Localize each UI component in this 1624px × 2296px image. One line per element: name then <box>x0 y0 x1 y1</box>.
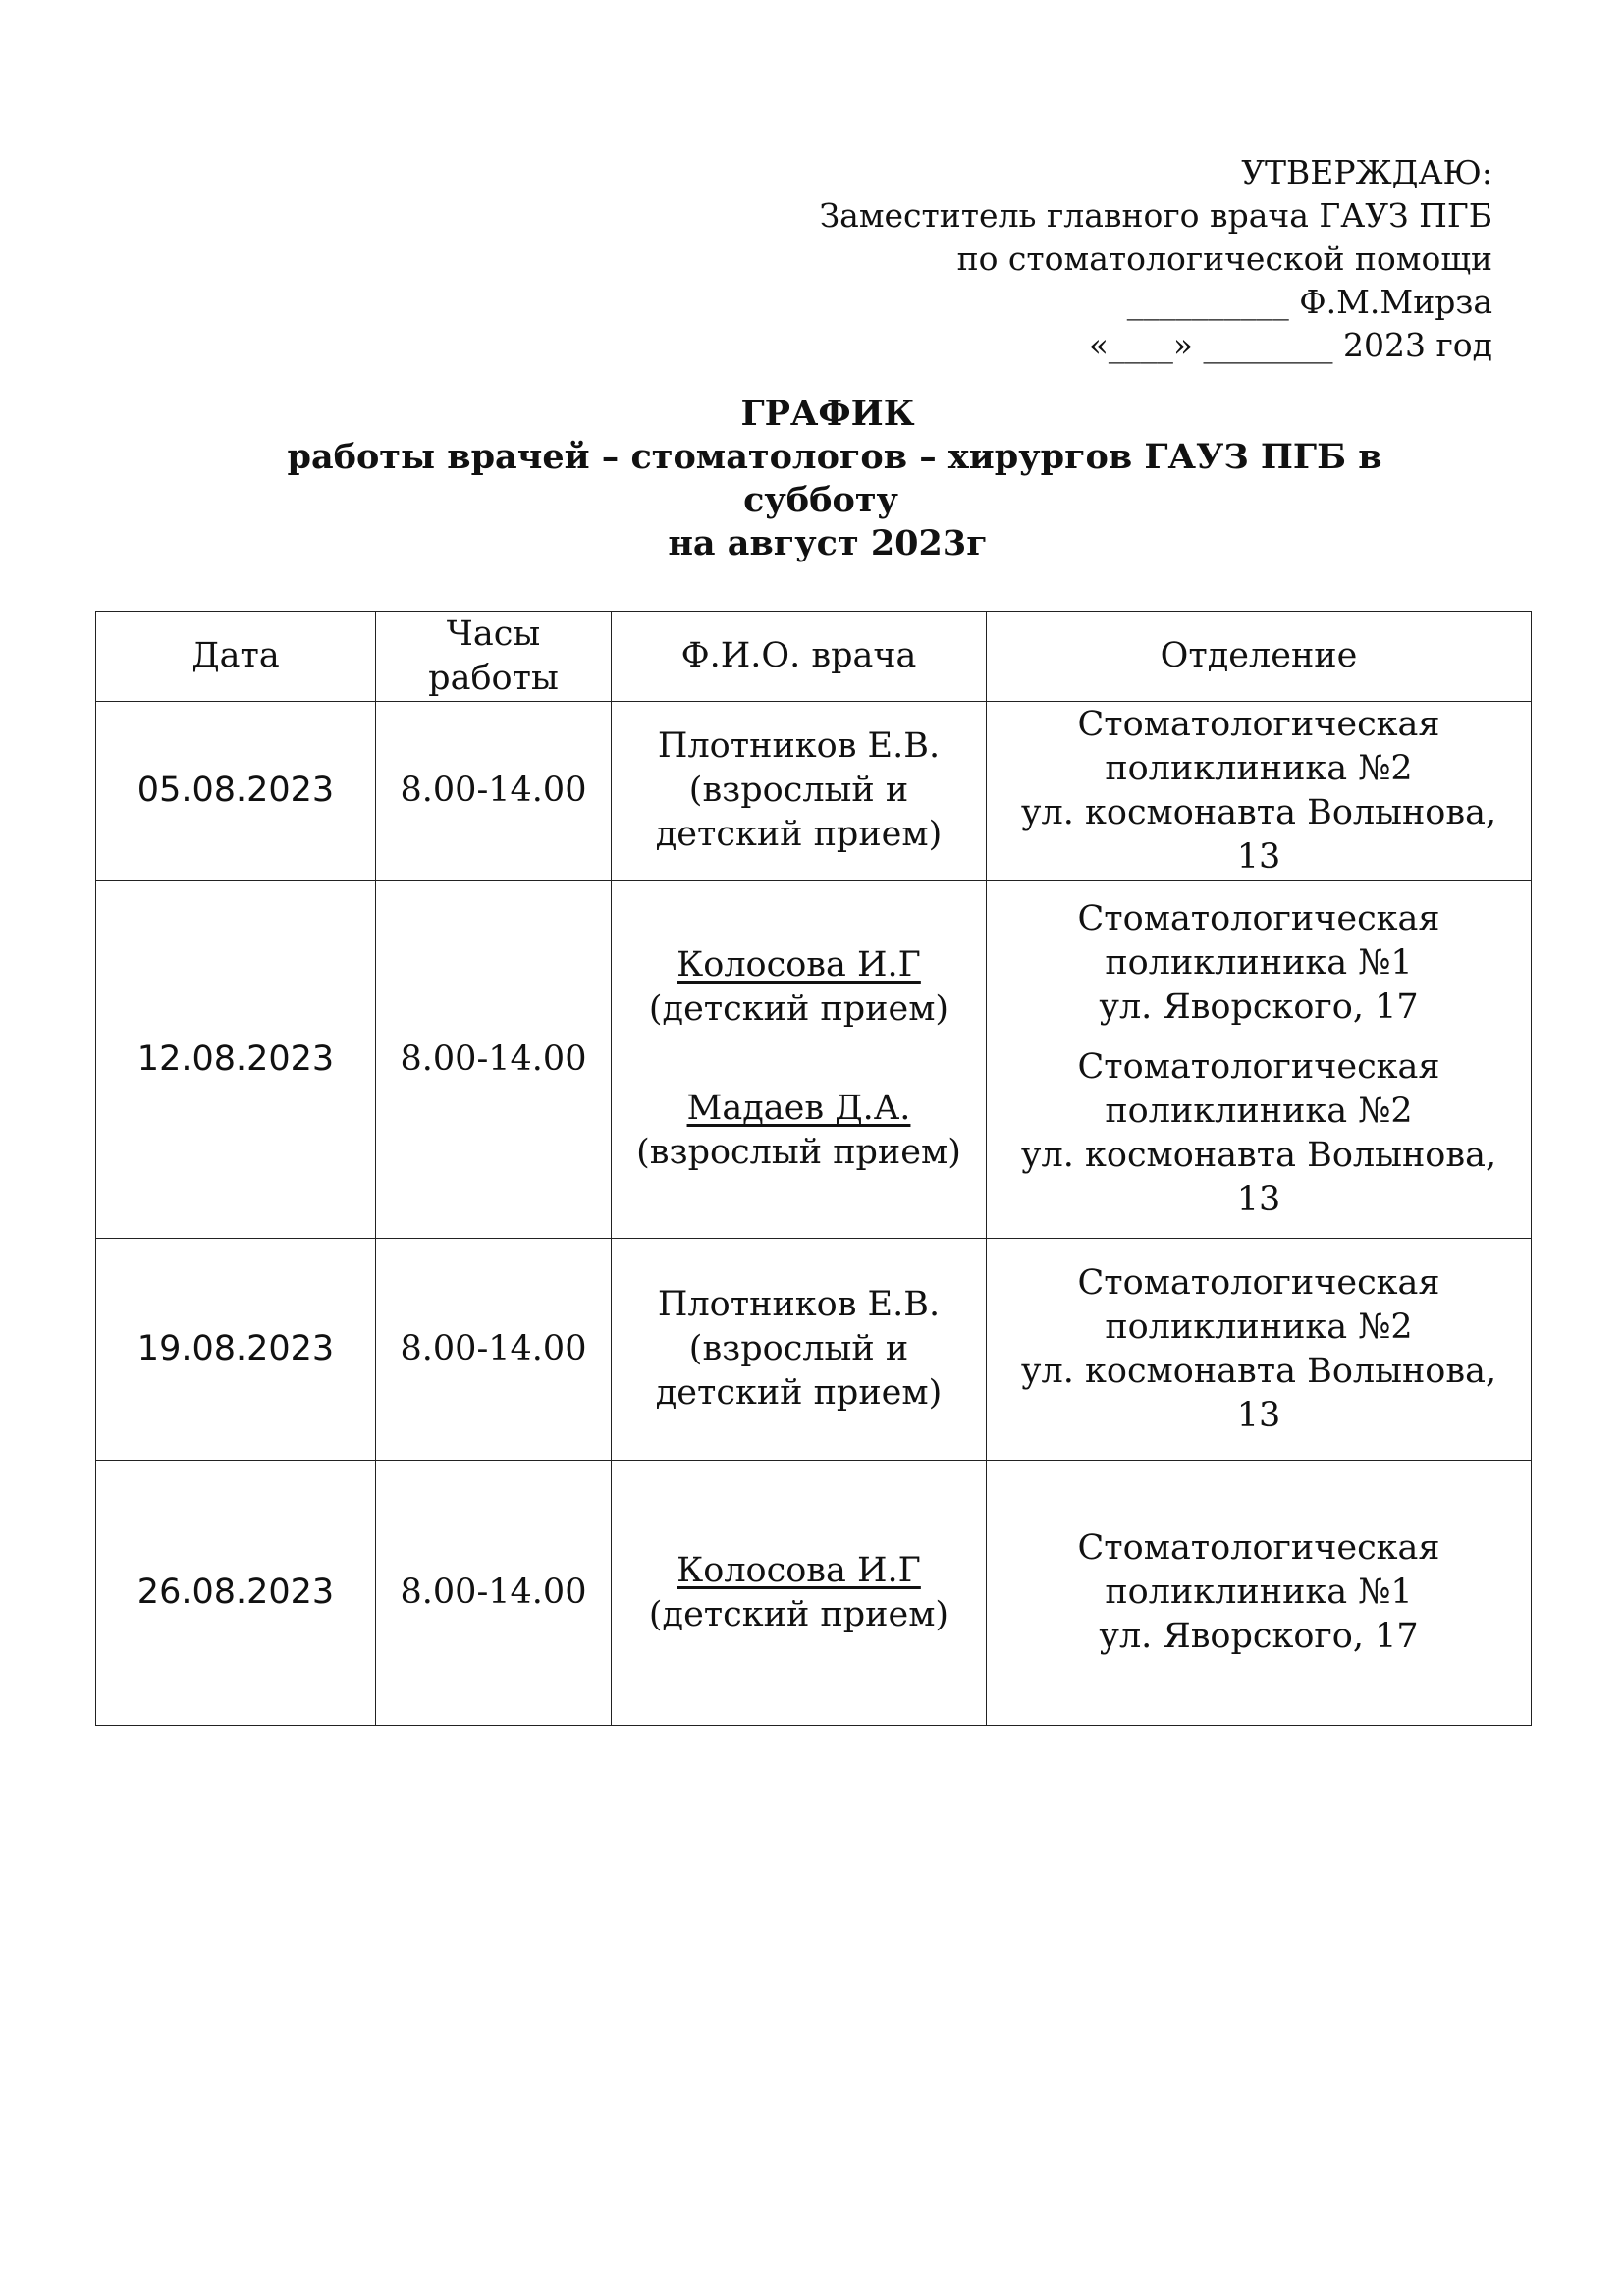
cell-department: Стоматологическая поликлиника №1 ул. Яворского, 17 <box>987 1461 1532 1726</box>
cell-doctor: Колосова И.Г (детский прием) <box>612 1461 987 1726</box>
document-title <box>0 393 1624 565</box>
cell-doctor: Плотников Е.В. (взрослый и детский прием) <box>612 702 987 881</box>
header-date: Дата <box>96 612 376 702</box>
header-doctor: Ф.И.О. врача <box>612 612 987 702</box>
title-line-4: на август 2023г <box>668 523 988 563</box>
cell-department: Стоматологическая поликлиника №2 ул. космонавта Волынова, 13 <box>987 702 1532 881</box>
approval-position-cont: по стоматологической помощи <box>956 240 1492 278</box>
cell-department: Стоматологическая поликлиника №2 ул. космонавта Волынова, 13 <box>987 1239 1532 1461</box>
approval-block <box>820 151 1492 367</box>
approval-date: «____» ________ 2023 год <box>1088 326 1492 364</box>
cell-hours: 8.00-14.00 <box>376 881 612 1239</box>
cell-hours: 8.00-14.00 <box>376 702 612 881</box>
cell-hours: 8.00-14.00 <box>376 1239 612 1461</box>
cell-doctor: Плотников Е.В. (взрослый и детский прием) <box>612 1239 987 1461</box>
cell-date: 26.08.2023 <box>96 1461 376 1726</box>
table-row <box>96 702 1532 881</box>
table-header-row <box>96 612 1532 702</box>
header-department: Отделение <box>987 612 1532 702</box>
table-row <box>96 881 1532 1239</box>
cell-date: 19.08.2023 <box>96 1239 376 1461</box>
approval-position: Заместитель главного врача ГАУЗ ПГБ <box>819 196 1492 235</box>
approval-signature: __________ Ф.М.Мирза <box>1126 283 1492 321</box>
cell-date: 12.08.2023 <box>96 881 376 1239</box>
schedule-table <box>95 611 1532 1726</box>
table-row <box>96 1461 1532 1726</box>
title-line-1: ГРАФИК <box>740 394 915 434</box>
title-line-2: работы врачей – стоматологов – хирургов ГАУЗ ПГБ в <box>287 437 1382 477</box>
title-line-3: субботу <box>743 480 898 520</box>
cell-hours: 8.00-14.00 <box>376 1461 612 1726</box>
header-hours: Часы работы <box>376 612 612 702</box>
cell-doctor: Колосова И.Г (детский прием) Мадаев Д.А. (взрослый прием) <box>612 881 987 1239</box>
approval-heading: УТВЕРЖДАЮ: <box>1241 153 1492 191</box>
cell-department: Стоматологическая поликлиника №1 ул. Яворского, 17 Стоматологическая поликлиника №2 ул. космонавта Волынова, 13 <box>987 881 1532 1239</box>
table-row <box>96 1239 1532 1461</box>
cell-date: 05.08.2023 <box>96 702 376 881</box>
